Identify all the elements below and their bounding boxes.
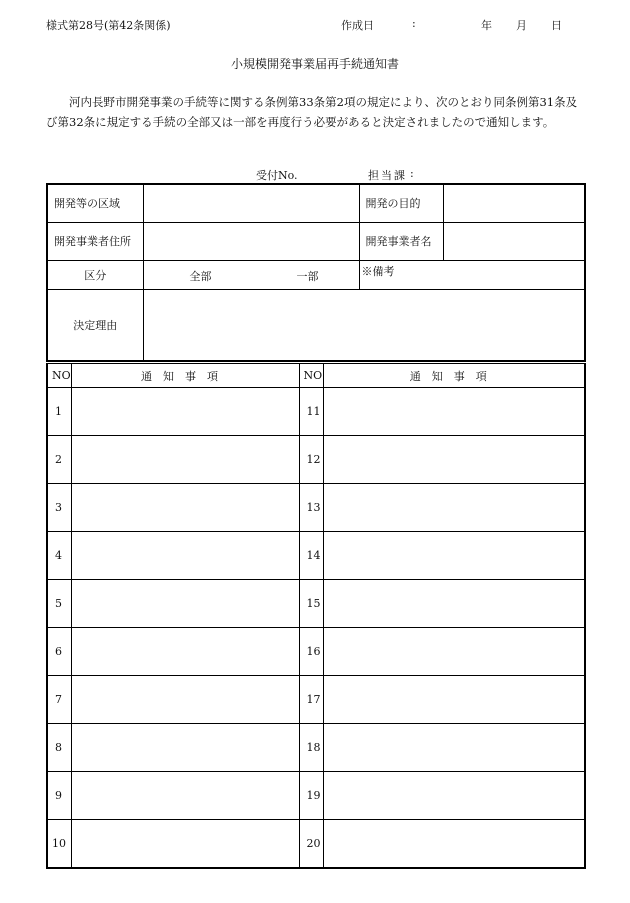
- notice-item-field[interactable]: [71, 532, 299, 580]
- row-number: 16: [299, 628, 323, 676]
- address-field[interactable]: [143, 222, 359, 260]
- area-label: 開発等の区域: [47, 184, 143, 222]
- no-header-left: NO: [47, 364, 71, 388]
- reason-label: [47, 289, 143, 361]
- notice-item-field[interactable]: [323, 772, 585, 820]
- notice-item-field[interactable]: [323, 484, 585, 532]
- notice-item-field[interactable]: [71, 388, 299, 436]
- reason-field[interactable]: [143, 289, 585, 361]
- row-number: 2: [47, 436, 71, 484]
- row-number: 3: [47, 484, 71, 532]
- item-header-left: 通知事項: [71, 364, 299, 388]
- row-number: 10: [47, 820, 71, 868]
- row-number: 18: [299, 724, 323, 772]
- area-field[interactable]: [143, 184, 359, 222]
- remarks-field[interactable]: [359, 260, 585, 289]
- row-number: 20: [299, 820, 323, 868]
- row-number: 15: [299, 580, 323, 628]
- row-number: 11: [299, 388, 323, 436]
- notice-item-field[interactable]: [323, 388, 585, 436]
- item-header-right: 通知事項: [323, 364, 585, 388]
- section-label: 担当課: [368, 169, 407, 182]
- notice-item-field[interactable]: [71, 628, 299, 676]
- row-number: 4: [47, 532, 71, 580]
- notice-item-field[interactable]: [71, 772, 299, 820]
- row-number: 14: [299, 532, 323, 580]
- row-number: 9: [47, 772, 71, 820]
- notice-item-field[interactable]: [323, 580, 585, 628]
- name-label: 開発事業者名: [359, 222, 443, 260]
- row-number: 7: [47, 676, 71, 724]
- no-header-right: NO: [299, 364, 323, 388]
- body-text: 河内長野市開発事業の手続等に関する条例第33条第2項の規定により、次のとおり同条例第31条及び第32条に規定する手続の全部又は一部を再度行う必要があると決定されましたので通知します。: [46, 95, 578, 129]
- document-title: 小規模開発事業届再手続通知書: [230, 57, 399, 71]
- notice-item-field[interactable]: [71, 484, 299, 532]
- category-label: [47, 260, 143, 289]
- category-option-part[interactable]: 一部: [296, 269, 319, 283]
- category-field[interactable]: [143, 260, 359, 289]
- row-number: 8: [47, 724, 71, 772]
- notice-item-field[interactable]: [323, 820, 585, 868]
- row-number: 5: [47, 580, 71, 628]
- category-label-text: 区分: [84, 268, 107, 282]
- info-table: [46, 183, 586, 362]
- name-field[interactable]: [443, 222, 585, 260]
- address-label: 開発事業者住所: [47, 222, 143, 260]
- remarks-label: ※備考: [361, 264, 395, 278]
- day-label: 日: [551, 19, 562, 32]
- notice-item-field[interactable]: [323, 724, 585, 772]
- notice-item-field[interactable]: [323, 436, 585, 484]
- notice-item-field[interactable]: [71, 724, 299, 772]
- created-date-colon: :: [412, 17, 416, 30]
- row-number: 19: [299, 772, 323, 820]
- form-number: 様式第28号(第42条関係): [46, 19, 171, 32]
- notice-table: [46, 363, 586, 869]
- notice-item-field[interactable]: [323, 676, 585, 724]
- row-number: 13: [299, 484, 323, 532]
- receipt-no-label: 受付No.: [256, 169, 298, 182]
- row-number: 17: [299, 676, 323, 724]
- purpose-label: 開発の目的: [359, 184, 443, 222]
- month-label: 月: [516, 19, 527, 32]
- year-label: 年: [481, 19, 492, 32]
- notice-item-field[interactable]: [323, 532, 585, 580]
- notice-item-field[interactable]: [71, 436, 299, 484]
- created-date-label: 作成日: [341, 19, 374, 32]
- row-number: 6: [47, 628, 71, 676]
- category-option-all[interactable]: 全部: [189, 269, 212, 283]
- row-number: 12: [299, 436, 323, 484]
- purpose-field[interactable]: [443, 184, 585, 222]
- section-colon: :: [410, 167, 414, 180]
- notice-item-field[interactable]: [71, 580, 299, 628]
- notice-item-field[interactable]: [323, 628, 585, 676]
- reason-label-text: 決定理由: [73, 318, 118, 332]
- row-number: 1: [47, 388, 71, 436]
- notice-item-field[interactable]: [71, 820, 299, 868]
- notice-item-field[interactable]: [71, 676, 299, 724]
